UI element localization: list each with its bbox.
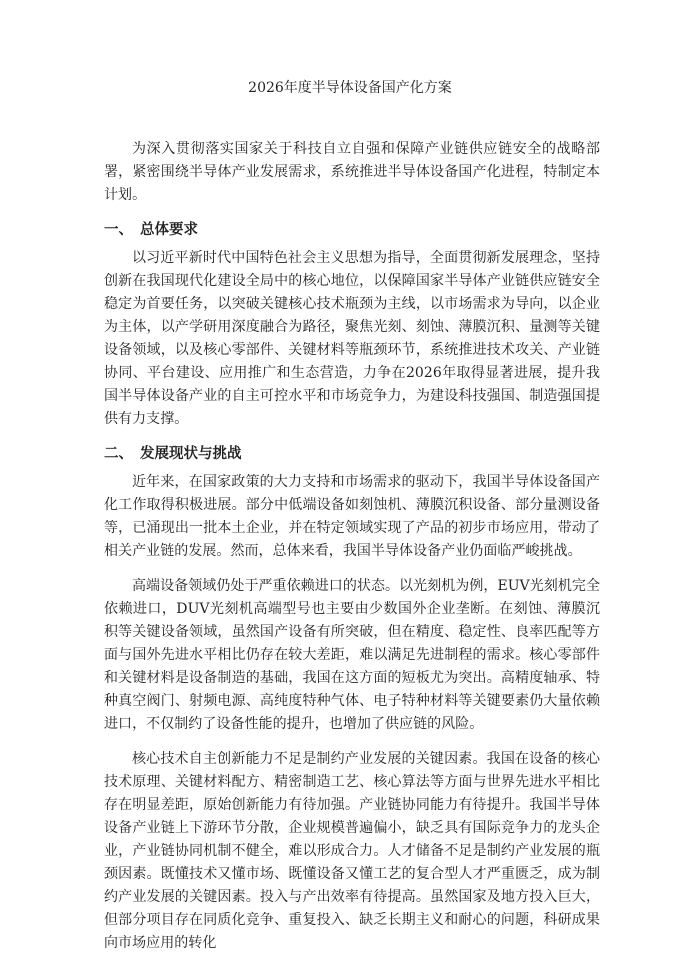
section-heading-text: 总体要求	[140, 222, 198, 238]
section-heading-text: 发展现状与挑战	[140, 446, 242, 462]
intro-paragraph: 为深入贯彻落实国家关于科技自立自强和保障产业链供应链安全的战略部署，紧密围绕半导体产业发展需求，系统推进半导体设备国产化进程，特制定本计划。	[104, 141, 600, 203]
body-paragraph: 以习近平新时代中国特色社会主义思想为指导，全面贯彻新发展理念，坚持创新在我国现代化建设全局中的核心地位，以保障国家半导体产业链供应链安全稳定为首要任务，以突破关键核心技术瓶颈为主线，以市场需求为导向，以企业为主体，以产学研用深度融合为路径，聚焦光刻、刻蚀、薄膜沉积、量测等关键设备领域，以及核心零部件、关键材料等瓶颈环节，系统推进技术攻关、产业链协同、平台建设、应用推广和生态营造，力争在2026年取得显著进展，提升我国半导体设备产业的自主可控水平和市场竞争力，为建设科技强国、制造强国提供有力支撑。	[104, 250, 600, 427]
section-number: 二、	[104, 446, 133, 462]
section-heading-general-requirements	[104, 219, 600, 241]
document-title: 2026年度半导体设备国产化方案	[248, 80, 452, 96]
body-paragraph: 高端设备领域仍处于严重依赖进口的状态。以光刻机为例，EUV光刻机完全依赖进口，DUV光刻机高端型号也主要由少数国外企业垄断。在刻蚀、薄膜沉积等关键设备领域，虽然国产设备有所突破，但在精度、稳定性、良率匹配等方面与国外先进水平相比仍存在较大差距，难以满足先进制程的需求。核心零部件和关键材料是设备制造的基础，我国在这方面的短板尤为突出。高精度轴承、特种真空阀门、射频电源、高纯度特种气体、电子特种材料等关键要素仍大量依赖进口，不仅制约了设备性能的提升，也增加了供应链的风险。	[104, 578, 600, 732]
body-paragraph: 核心技术自主创新能力不足是制约产业发展的关键因素。我国在设备的核心技术原理、关键材料配方、精密制造工艺、核心算法等方面与世界先进水平相比存在明显差距，原始创新能力有待加强。产业链协同能力有待提升。我国半导体设备产业链上下游环节分散，企业规模普遍偏小，缺乏具有国际竞争力的龙头企业，产业链协同机制不健全，难以形成合力。人才储备不足是制约产业发展的瓶颈因素。既懂技术又懂市场、既懂设备又懂工艺的复合型人才严重匮乏，成为制约产业发展的关键因素。投入与产出效率有待提高。虽然国家及地方投入巨大，但部分项目存在同质化竞争、重复投入、缺乏长期主义和耐心的问题，科研成果向市场应用的转化	[104, 751, 600, 951]
document-body	[104, 138, 600, 967]
body-paragraph: 近年来，在国家政策的大力支持和市场需求的驱动下，我国半导体设备国产化工作取得积极进展。部分中低端设备如刻蚀机、薄膜沉积设备、部分量测设备等，已涌现出一批本土企业，并在特定领域实现了产品的初步市场应用，带动了相关产业链的发展。然而，总体来看，我国半导体设备产业仍面临严峻挑战。	[104, 474, 600, 559]
section-number: 一、	[104, 222, 133, 238]
section-heading-status-challenges	[104, 443, 600, 465]
